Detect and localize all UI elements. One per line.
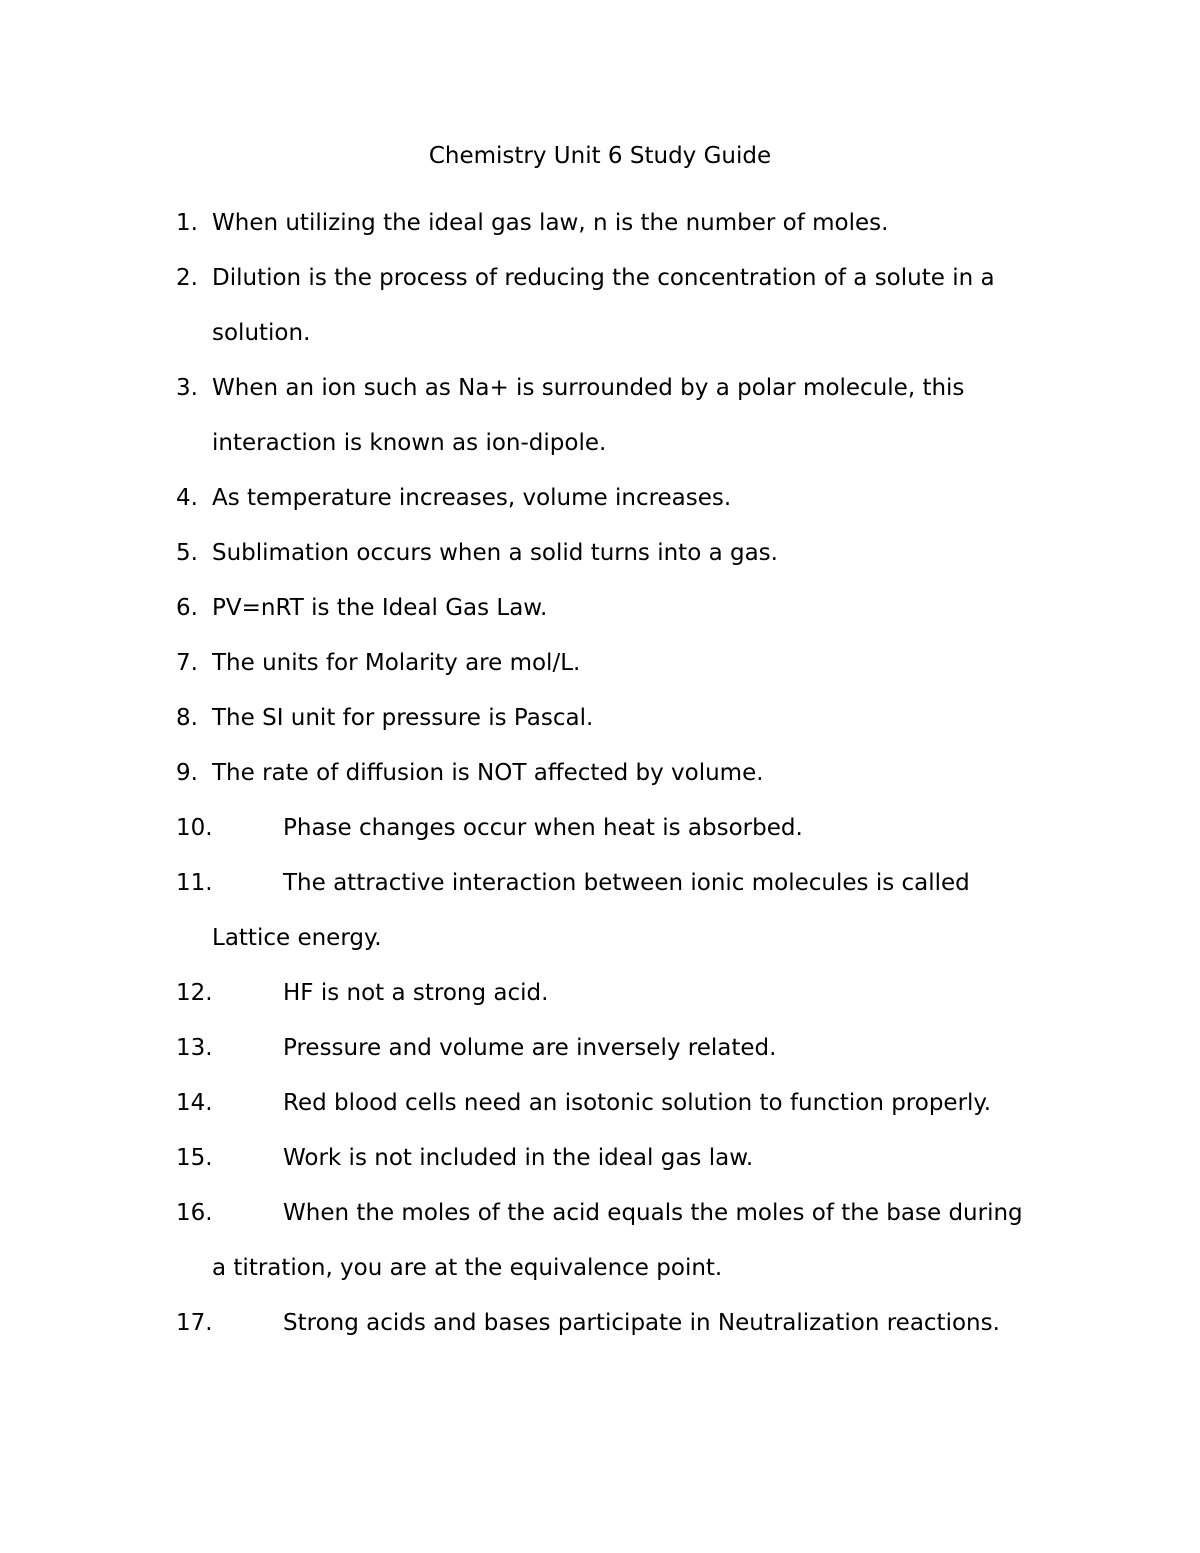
list-item-text: As temperature increases, volume increases. <box>212 485 732 511</box>
list-item-text: Strong acids and bases participate in Neutralization reactions. <box>283 1310 1000 1336</box>
list-item-text: Phase changes occur when heat is absorbed. <box>283 815 803 841</box>
list-item <box>0 196 1200 251</box>
list-item-text: Sublimation occurs when a solid turns into a gas. <box>212 540 778 566</box>
list-item-number: 17. <box>176 1310 213 1336</box>
list-item <box>0 581 1200 636</box>
list-item <box>0 251 1200 306</box>
list-item <box>0 691 1200 746</box>
list-item <box>0 526 1200 581</box>
list-item-text: The units for Molarity are mol/L. <box>212 650 581 676</box>
list-item-continuation <box>0 911 1200 966</box>
list-item-number: 11. <box>176 870 213 896</box>
list-item-continuation <box>0 1241 1200 1296</box>
list-item-text: PV=nRT is the Ideal Gas Law. <box>212 595 548 621</box>
list-item <box>0 1076 1200 1131</box>
list-item <box>0 636 1200 691</box>
list-item-text: a titration, you are at the equivalence point. <box>212 1255 723 1281</box>
list-item-text: Work is not included in the ideal gas law. <box>283 1145 754 1171</box>
list-item <box>0 1021 1200 1076</box>
list-item-text: When utilizing the ideal gas law, n is the number of moles. <box>212 210 889 236</box>
list-item <box>0 1131 1200 1186</box>
list-item-text: The SI unit for pressure is Pascal. <box>212 705 594 731</box>
list-item-text: HF is not a strong acid. <box>283 980 549 1006</box>
list-item-number: 14. <box>176 1090 213 1116</box>
list-item-text: Pressure and volume are inversely related. <box>283 1035 777 1061</box>
list-item-number: 8. <box>176 705 198 731</box>
list-item-text: When an ion such as Na+ is surrounded by a polar molecule, this <box>212 375 965 401</box>
list-item <box>0 471 1200 526</box>
list-item <box>0 856 1200 911</box>
list-item-number: 6. <box>176 595 198 621</box>
list-item-continuation <box>0 416 1200 471</box>
list-item-number: 2. <box>176 265 198 291</box>
list-item-number: 9. <box>176 760 198 786</box>
list-item-number: 13. <box>176 1035 213 1061</box>
list-item <box>0 361 1200 416</box>
list-item-text: When the moles of the acid equals the moles of the base during <box>283 1200 1023 1226</box>
list-item-number: 5. <box>176 540 198 566</box>
list-item <box>0 801 1200 856</box>
list-item <box>0 1296 1200 1351</box>
study-guide-list <box>0 196 1200 1351</box>
list-item-number: 10. <box>176 815 213 841</box>
list-item-number: 3. <box>176 375 198 401</box>
list-item-number: 15. <box>176 1145 213 1171</box>
list-item-number: 16. <box>176 1200 213 1226</box>
list-item-text: The attractive interaction between ionic molecules is called <box>283 870 970 896</box>
list-item-text: The rate of diffusion is NOT affected by volume. <box>212 760 764 786</box>
list-item-number: 4. <box>176 485 198 511</box>
page-title: Chemistry Unit 6 Study Guide <box>428 143 772 169</box>
list-item <box>0 966 1200 1021</box>
list-item-text: interaction is known as ion-dipole. <box>212 430 607 456</box>
list-item-continuation <box>0 306 1200 361</box>
list-item-text: Lattice energy. <box>212 925 382 951</box>
list-item <box>0 746 1200 801</box>
list-item-number: 12. <box>176 980 213 1006</box>
list-item-number: 1. <box>176 210 198 236</box>
list-item <box>0 1186 1200 1241</box>
list-item-text: Dilution is the process of reducing the concentration of a solute in a <box>212 265 995 291</box>
list-item-text: solution. <box>212 320 311 346</box>
list-item-text: Red blood cells need an isotonic solution to function properly. <box>283 1090 992 1116</box>
list-item-number: 7. <box>176 650 198 676</box>
